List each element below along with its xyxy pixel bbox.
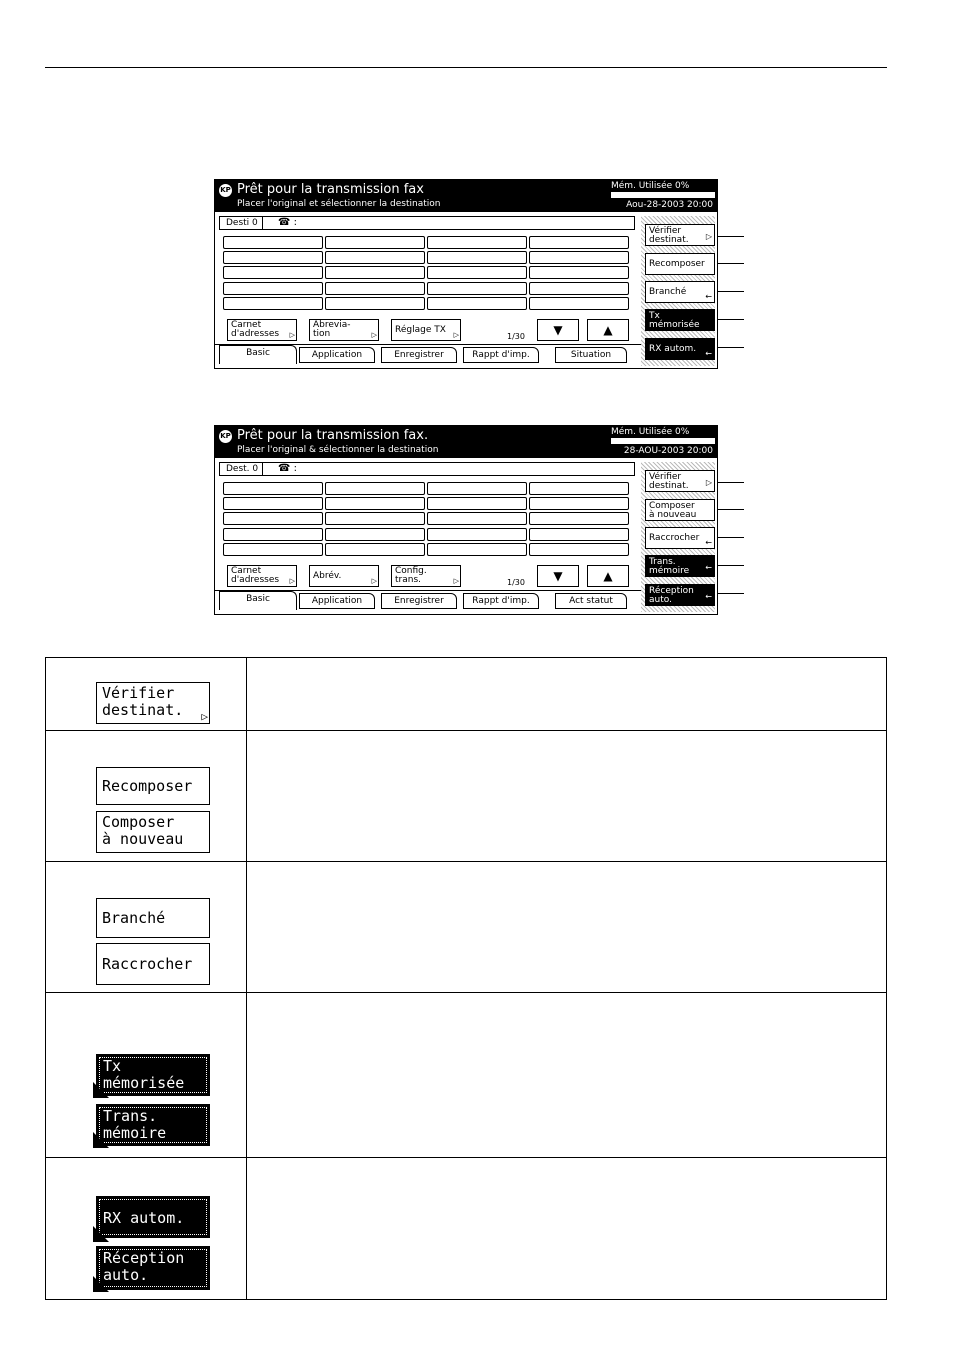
corner-mark-icon bbox=[93, 1082, 109, 1098]
one-touch-key[interactable] bbox=[223, 297, 323, 310]
one-touch-key[interactable] bbox=[529, 266, 629, 279]
address-book-button[interactable]: Carnet d'adresses ▷ bbox=[227, 319, 297, 341]
side-button-column bbox=[641, 462, 715, 612]
one-touch-key[interactable] bbox=[427, 251, 527, 264]
one-touch-key[interactable] bbox=[529, 497, 629, 510]
memory-tx-key-alt: Trans. mémoire bbox=[96, 1104, 210, 1146]
tab-bar bbox=[215, 590, 645, 615]
tab-application[interactable]: Application bbox=[299, 347, 375, 363]
memory-bar bbox=[611, 192, 715, 198]
one-touch-key[interactable] bbox=[427, 512, 527, 525]
tx-settings-button[interactable]: Config. trans. ▷ bbox=[391, 565, 461, 587]
table-row bbox=[46, 862, 886, 993]
panel-title: Prêt pour la transmission fax. bbox=[237, 428, 429, 443]
redial-key: Recomposer bbox=[96, 767, 210, 805]
panel-title: Prêt pour la transmission fax bbox=[237, 182, 424, 197]
one-touch-key[interactable] bbox=[223, 528, 323, 541]
button-label: Réception auto. bbox=[649, 586, 694, 605]
one-touch-key[interactable] bbox=[325, 482, 425, 495]
one-touch-key[interactable] bbox=[223, 512, 323, 525]
button-label: Composer à nouveau bbox=[649, 501, 697, 520]
one-touch-key[interactable] bbox=[223, 236, 323, 249]
callout-line bbox=[718, 482, 744, 483]
callout-line bbox=[718, 236, 744, 237]
top-rule bbox=[45, 67, 887, 68]
destination-row bbox=[219, 462, 635, 476]
redial-key-alt: Composer à nouveau bbox=[96, 811, 210, 853]
panel-subtitle: Placer l'original & sélectionner la destination bbox=[237, 445, 439, 455]
table-row bbox=[46, 658, 886, 731]
verify-destination-button[interactable] bbox=[645, 224, 715, 246]
one-touch-key[interactable] bbox=[427, 497, 527, 510]
arrow-icon: ← bbox=[705, 349, 712, 358]
on-hook-button[interactable] bbox=[645, 527, 715, 549]
button-label: Branché bbox=[649, 287, 687, 297]
callout-line bbox=[718, 319, 744, 320]
corner-mark-icon bbox=[93, 1276, 109, 1292]
one-touch-key[interactable] bbox=[223, 282, 323, 295]
button-label: Raccrocher bbox=[649, 533, 700, 543]
corner-mark-icon bbox=[93, 1226, 109, 1242]
on-hook-button[interactable] bbox=[645, 281, 715, 303]
one-touch-key[interactable] bbox=[223, 266, 323, 279]
button-label: Vérifier destinat. bbox=[649, 226, 689, 245]
verify-destination-button[interactable] bbox=[645, 470, 715, 492]
one-touch-key[interactable] bbox=[529, 251, 629, 264]
one-touch-key[interactable] bbox=[427, 236, 527, 249]
tx-settings-button[interactable]: Réglage TX ▷ bbox=[391, 319, 461, 341]
one-touch-grid bbox=[223, 236, 633, 316]
panel-subtitle: Placer l'original et sélectionner la destination bbox=[237, 199, 441, 209]
callout-line bbox=[718, 263, 744, 264]
verify-destination-key: Vérifier destinat. ▷ bbox=[96, 682, 210, 724]
one-touch-key[interactable] bbox=[325, 543, 425, 556]
one-touch-key[interactable] bbox=[325, 266, 425, 279]
table-row bbox=[46, 731, 886, 862]
callout-line bbox=[718, 291, 744, 292]
one-touch-grid bbox=[223, 482, 633, 562]
one-touch-key[interactable] bbox=[427, 282, 527, 295]
one-touch-key[interactable] bbox=[325, 512, 425, 525]
one-touch-key[interactable] bbox=[427, 528, 527, 541]
telephone-icon: ☎ : bbox=[278, 217, 298, 228]
arrow-icon: ← bbox=[705, 538, 712, 547]
brand-logo-icon: KP bbox=[219, 430, 232, 443]
memory-usage: Mém. Utilisée 0% bbox=[611, 427, 690, 437]
table-row bbox=[46, 993, 886, 1158]
tab-basic[interactable]: Basic bbox=[219, 591, 297, 610]
callout-line bbox=[718, 537, 744, 538]
scroll-down-button[interactable]: ▼ bbox=[537, 319, 579, 341]
fax-panel-2 bbox=[214, 425, 718, 615]
corner-mark-icon bbox=[93, 1132, 109, 1148]
scroll-down-button[interactable]: ▼ bbox=[537, 565, 579, 587]
button-label: Trans. mémoire bbox=[649, 557, 690, 576]
one-touch-key[interactable] bbox=[529, 512, 629, 525]
one-touch-key[interactable] bbox=[325, 251, 425, 264]
one-touch-key[interactable] bbox=[427, 297, 527, 310]
dest-counter: Desti 0 bbox=[222, 217, 263, 229]
fax-panel-1 bbox=[214, 179, 718, 369]
memory-tx-key: Tx mémorisée bbox=[96, 1054, 210, 1096]
one-touch-key[interactable] bbox=[325, 297, 425, 310]
page-indicator: 1/30 bbox=[507, 578, 525, 587]
arrow-icon: ← bbox=[705, 563, 712, 572]
button-label: RX autom. bbox=[649, 344, 697, 354]
abbreviation-button[interactable]: Abrevia- tion ▷ bbox=[309, 319, 379, 341]
arrow-icon: ▷ bbox=[705, 478, 712, 487]
on-hook-key: Branché bbox=[96, 898, 210, 938]
auto-rx-button[interactable] bbox=[645, 338, 715, 360]
tab-application[interactable]: Application bbox=[299, 593, 375, 609]
one-touch-key[interactable] bbox=[325, 497, 425, 510]
tab-status[interactable]: Act statut bbox=[555, 593, 627, 609]
scroll-up-button[interactable]: ▲ bbox=[587, 319, 629, 341]
arrow-icon: ← bbox=[705, 592, 712, 601]
auto-rx-key: RX autom. bbox=[96, 1196, 210, 1238]
tab-report[interactable]: Rappt d'imp. bbox=[463, 593, 539, 609]
one-touch-key[interactable] bbox=[325, 282, 425, 295]
redial-button[interactable] bbox=[645, 253, 715, 275]
one-touch-key[interactable] bbox=[223, 497, 323, 510]
one-touch-key[interactable] bbox=[529, 528, 629, 541]
one-touch-key[interactable] bbox=[427, 482, 527, 495]
one-touch-key[interactable] bbox=[529, 297, 629, 310]
abbreviation-button[interactable]: Abrév. ▷ bbox=[309, 565, 379, 587]
memory-bar bbox=[611, 438, 715, 444]
tab-status[interactable]: Situation bbox=[555, 347, 627, 363]
tab-bar bbox=[215, 344, 645, 369]
memory-tx-button[interactable] bbox=[645, 309, 715, 331]
panel-header bbox=[215, 426, 717, 458]
arrow-icon: ▷ bbox=[705, 232, 712, 241]
memory-tx-button[interactable] bbox=[645, 555, 715, 577]
tab-report[interactable]: Rappt d'imp. bbox=[463, 347, 539, 363]
page-indicator: 1/30 bbox=[507, 332, 525, 341]
callout-line bbox=[718, 593, 744, 594]
one-touch-key[interactable] bbox=[325, 236, 425, 249]
one-touch-key[interactable] bbox=[223, 543, 323, 556]
callout-line bbox=[718, 565, 744, 566]
tab-basic[interactable]: Basic bbox=[219, 345, 297, 364]
one-touch-key[interactable] bbox=[529, 482, 629, 495]
arrow-icon: ← bbox=[705, 292, 712, 301]
scroll-up-button[interactable]: ▲ bbox=[587, 565, 629, 587]
tab-register[interactable]: Enregistrer bbox=[381, 347, 457, 363]
button-label: Recomposer bbox=[649, 259, 705, 269]
one-touch-key[interactable] bbox=[529, 543, 629, 556]
one-touch-key[interactable] bbox=[223, 251, 323, 264]
panel-header bbox=[215, 180, 717, 212]
one-touch-key[interactable] bbox=[529, 236, 629, 249]
datetime: Aou-28-2003 20:00 bbox=[626, 200, 713, 210]
button-label: Tx mémorisée bbox=[649, 311, 700, 330]
dest-counter: Dest. 0 bbox=[222, 463, 263, 475]
auto-rx-key-alt: Réception auto. bbox=[96, 1246, 210, 1290]
button-label: Vérifier destinat. bbox=[649, 472, 689, 491]
one-touch-key[interactable] bbox=[223, 482, 323, 495]
address-book-button[interactable]: Carnet d'adresses ▷ bbox=[227, 565, 297, 587]
telephone-icon: ☎ : bbox=[278, 463, 298, 474]
brand-logo-icon: KP bbox=[219, 184, 232, 197]
destination-row bbox=[219, 216, 635, 230]
redial-button[interactable] bbox=[645, 499, 715, 521]
datetime: 28-AOU-2003 20:00 bbox=[623, 446, 713, 456]
memory-usage: Mém. Utilisée 0% bbox=[611, 181, 690, 191]
one-touch-key[interactable] bbox=[427, 543, 527, 556]
callout-line bbox=[718, 509, 744, 510]
on-hook-key-alt: Raccrocher bbox=[96, 943, 210, 985]
one-touch-key[interactable] bbox=[529, 282, 629, 295]
tab-register[interactable]: Enregistrer bbox=[381, 593, 457, 609]
side-button-column bbox=[641, 216, 715, 366]
callout-line bbox=[718, 347, 744, 348]
one-touch-key[interactable] bbox=[325, 528, 425, 541]
key-description-table bbox=[45, 657, 887, 1300]
auto-rx-button[interactable] bbox=[645, 584, 715, 606]
one-touch-key[interactable] bbox=[427, 266, 527, 279]
table-row bbox=[46, 1158, 886, 1299]
